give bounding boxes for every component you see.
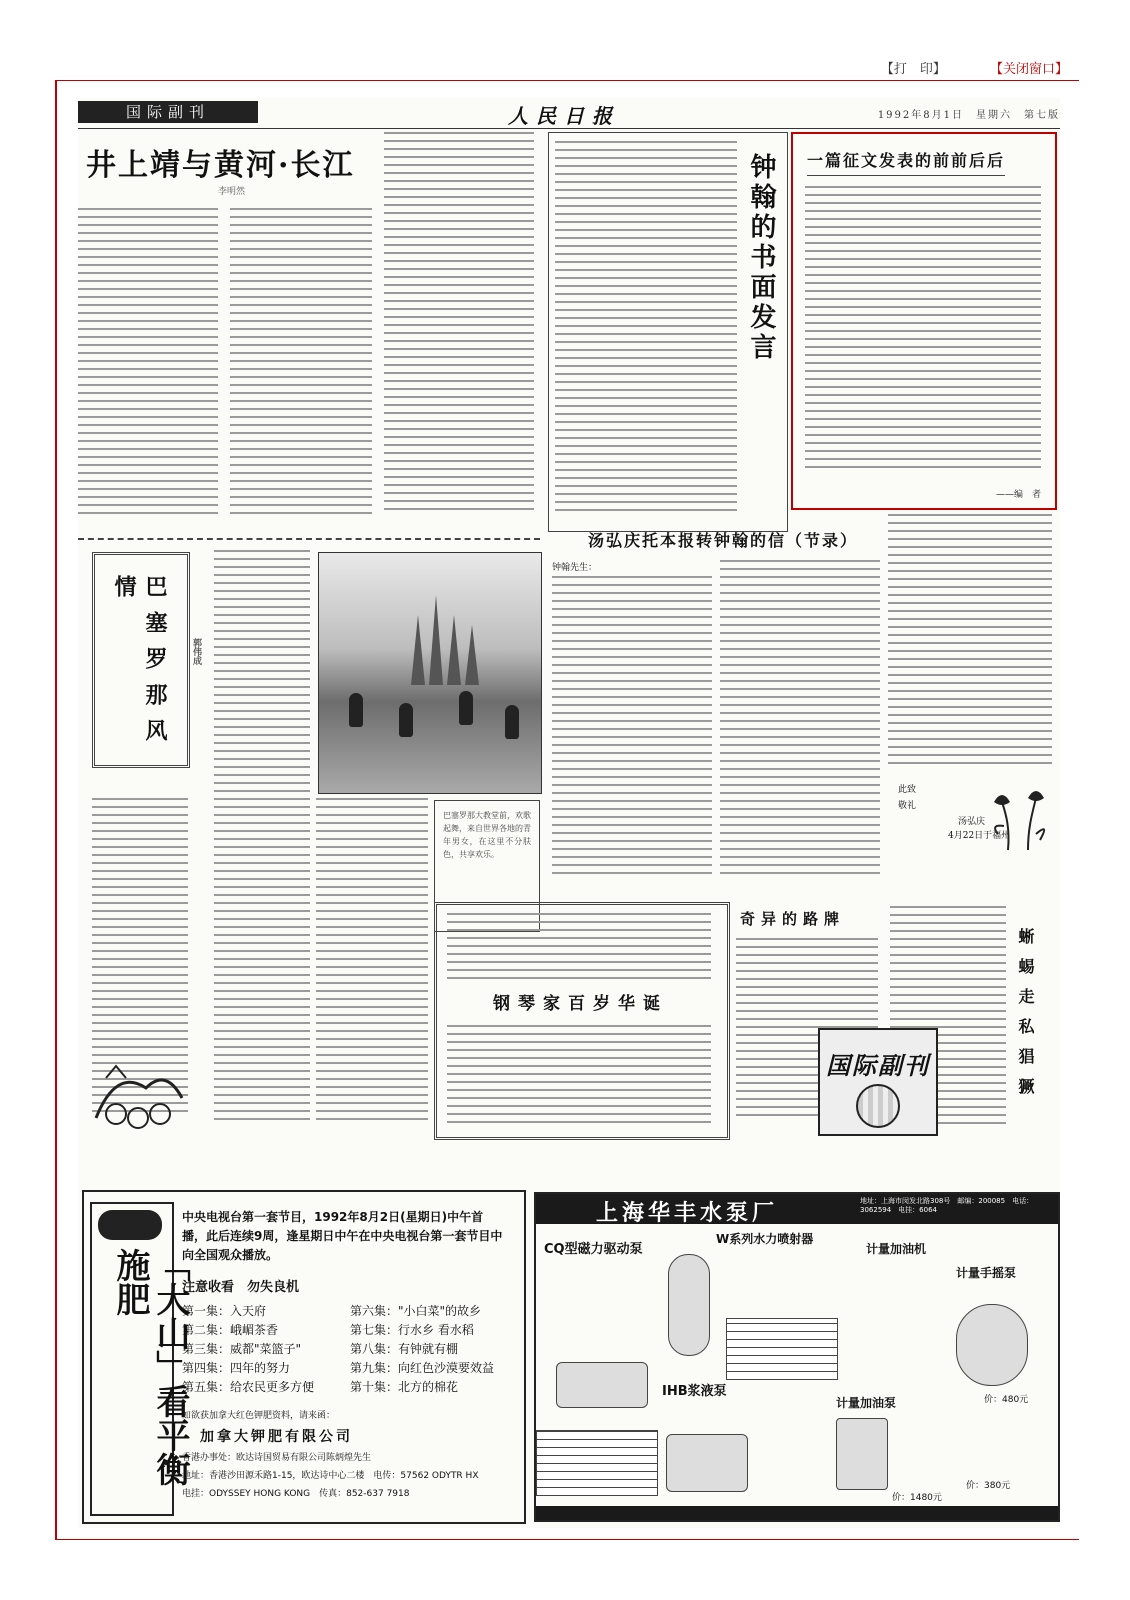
article-letter [548, 514, 1058, 892]
article-essay-body [805, 186, 1041, 476]
article-essay-signature: ——编 者 [995, 490, 1041, 500]
article-essay [791, 132, 1057, 510]
article-inoue-author: 李明然 [218, 187, 246, 197]
article-letter-body-3 [888, 514, 1052, 770]
dancer-figure [505, 705, 519, 739]
episode-item: 第十集：北方的棉花 [350, 1380, 459, 1394]
ad-tv-company: 加拿大钾肥有限公司 [200, 1429, 353, 1445]
article-inoue-body-2 [230, 208, 372, 524]
article-piano-intro [447, 913, 711, 983]
article-inoue-title: 井上靖与黄河·长江 [86, 148, 355, 183]
dancer-figure [459, 691, 473, 725]
article-piano-title: 钢琴家百岁华诞 [493, 994, 668, 1014]
article-letter-greeting: 钟翰先生： [552, 563, 598, 573]
episode-item: 第四集：四年的努力 [182, 1361, 291, 1375]
ad-pump-dispenser: 计量加油机 [866, 1242, 927, 1256]
article-inoue-body-3 [384, 132, 534, 524]
ad-pump-price-2: 价：1480元 [892, 1493, 942, 1503]
ad-pump-factory [534, 1192, 1060, 1522]
cathedral-spire [411, 615, 425, 685]
ad-tv-inquiry: 如欲获加拿大红色钾肥资料，请来函： [182, 1411, 336, 1421]
cq-pump-illustration [556, 1362, 648, 1408]
ad-pump-spec-table [536, 1430, 658, 1496]
ihb-pump-illustration [666, 1434, 748, 1492]
section-divider [78, 538, 540, 540]
episode-item: 第八集：有钟就有棚 [350, 1342, 459, 1356]
article-barcelona-title-box [92, 552, 190, 768]
episode-item: 第七集：行水乡 看水稻 [350, 1323, 474, 1337]
ad-tv-episodes-right [350, 1302, 520, 1397]
episode-item: 第九集：向红色沙漠要效益 [350, 1361, 495, 1375]
article-zhong-body [555, 141, 737, 521]
newspaper-name: 人民日报 [508, 104, 620, 128]
cathedral-spire [429, 595, 443, 685]
ad-tv-series [82, 1190, 526, 1524]
globe-icon [856, 1084, 900, 1128]
article-barcelona-title: 巴塞罗那风情 [111, 575, 168, 755]
ad-pump-w-title: W系列水力喷射器 [716, 1232, 814, 1246]
episode-item: 第一集：入天府 [182, 1304, 267, 1318]
article-letter-title: 汤弘庆托本报转钟翰的信（节录） [588, 531, 859, 550]
episode-item: 第六集："小白菜"的故乡 [350, 1304, 482, 1318]
ad-pump-ihb-title: IHB浆液泵 [662, 1384, 727, 1399]
ad-pump-price-1: 价：480元 [984, 1395, 1029, 1405]
cathedral-spire [465, 625, 479, 685]
guoji-fukan-logo-text: 国际副刊 [826, 1051, 930, 1080]
ad-tv-address: 地址：香港沙田源禾路1-15，欧达诗中心二楼 电传：57562 ODYTR HX [182, 1471, 479, 1481]
ad-pump-contact: 地址：上海市闵发北路308号 邮编：200085 电话：3062594 电挂：6064 [860, 1197, 1034, 1214]
article-letter-signoff: 此致 [898, 785, 917, 795]
w-jet-illustration [668, 1254, 710, 1356]
barcelona-cartoon [86, 1058, 190, 1136]
ad-pump-jzh: 计量加油泵 [836, 1396, 897, 1410]
masthead [78, 98, 1060, 129]
dancer-figure [349, 693, 363, 727]
article-piano [434, 902, 730, 1140]
article-barcelona-body-3 [316, 798, 428, 1130]
ad-pump-footer [536, 1506, 1058, 1520]
article-inoue-body [78, 208, 218, 524]
article-road-title: 奇异的路牌 [740, 910, 846, 928]
article-letter-sender: 汤弘庆 [958, 817, 986, 827]
episode-item: 第二集：峨嵋茶香 [182, 1323, 279, 1337]
article-letter-body-2 [720, 560, 880, 886]
article-letter-date: 4月22日于福州 [948, 831, 1011, 841]
guoji-fukan-logo [818, 1028, 938, 1136]
article-barcelona-author: 郭伟成 [191, 638, 201, 665]
ad-tv-slogan-box [90, 1202, 190, 1516]
dancer-figure [399, 703, 413, 737]
ad-pump-price-3: 价：380元 [966, 1481, 1011, 1491]
flower-illustration [988, 784, 1052, 850]
ad-tv-logo [98, 1210, 162, 1240]
episode-item: 第三集：威都"菜篮子" [182, 1342, 302, 1356]
article-inoue [78, 132, 540, 532]
ad-tv-phone: 电挂：ODYSSEY HONG KONG 传真：852-637 7918 [182, 1489, 410, 1499]
newspaper-page [78, 98, 1060, 1528]
photo-caption: 巴塞罗那大教堂前，欢歌起舞，来自世界各地的青年男女，在这里不分肤色，共享欢乐。 [443, 811, 531, 859]
ad-tv-slogan: 「大山」看平衡施肥 [110, 1248, 190, 1486]
dispenser-illustration [836, 1418, 888, 1490]
article-letter-body-1 [552, 576, 712, 886]
article-zhong [548, 132, 788, 532]
barcelona-photo [318, 552, 542, 794]
ad-tv-office: 香港办事处：欧达诗国贸易有限公司陈炳煌先生 [182, 1453, 372, 1463]
ad-tv-episodes-left [182, 1302, 342, 1397]
article-zhong-title: 钟翰的书面发言 [746, 153, 776, 363]
ad-tv-tip: 注意收看 勿失良机 [182, 1280, 300, 1295]
article-letter-salute: 敬礼 [898, 801, 917, 811]
metering-pump-illustration [956, 1304, 1028, 1386]
article-piano-body [447, 1025, 711, 1125]
article-essay-title: 一篇征文发表的前前后后 [807, 148, 1005, 176]
ad-pump-metering: 计量手摇泵 [956, 1266, 1017, 1280]
issue-date: 1992年8月1日 星期六 第七版 [877, 110, 1060, 121]
cathedral-spire [447, 615, 461, 685]
ad-tv-lead: 中央电视台第一套节目，1992年8月2日(星期日)中午首播，此后连续9周，逢星期日中午在中央电视台第一套节目中向全国观众播放。 [182, 1210, 503, 1262]
close-window-link[interactable]: 【关闭窗口】 [989, 62, 1068, 77]
article-barcelona-body-2 [214, 550, 310, 1130]
episode-item: 第五集：给农民更多方便 [182, 1380, 315, 1394]
section-label: 国际副刊 [78, 101, 258, 123]
print-link[interactable]: 【打 印】 [880, 62, 946, 77]
window-toolbar [841, 58, 1068, 77]
ad-pump-cq-title: CQ型磁力驱动泵 [544, 1242, 643, 1257]
ad-pump-spec-table-2 [726, 1318, 838, 1380]
article-lizard-title: 蜥蜴走私猖獗 [1016, 928, 1035, 1108]
ad-pump-company: 上海华丰水泵厂 [596, 1201, 779, 1226]
